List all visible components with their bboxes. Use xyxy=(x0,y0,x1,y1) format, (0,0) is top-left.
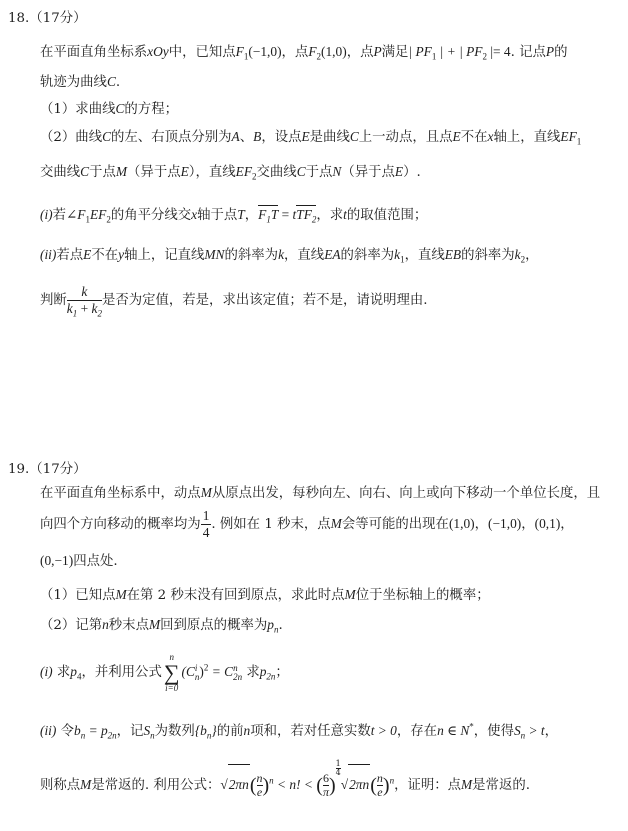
numerator: 1 xyxy=(335,759,341,768)
math: S xyxy=(513,723,521,738)
text: （异于点 xyxy=(127,165,181,180)
text: 向四个方向移动的概率均为 xyxy=(40,517,201,532)
math: | PF xyxy=(408,44,432,59)
math: x xyxy=(191,207,198,222)
paren-close: ) xyxy=(262,774,270,797)
q19-last xyxy=(40,759,530,806)
denominator xyxy=(67,301,102,317)
math-sub: 1 xyxy=(400,254,405,265)
q18-line2 xyxy=(40,73,120,92)
numerator: n xyxy=(256,771,263,785)
text: 项和，若对任意实数 xyxy=(250,724,371,739)
math: E xyxy=(301,129,310,144)
sub-label: (i) xyxy=(40,207,53,222)
math-sub: n xyxy=(206,730,212,741)
math: k xyxy=(394,247,401,262)
math: F xyxy=(308,44,317,59)
text: 若点 xyxy=(56,248,84,263)
q18-sub-ii xyxy=(40,246,539,265)
text: 的斜率为 xyxy=(224,248,279,263)
text: 会等可能的出现在 xyxy=(341,517,449,532)
math: p xyxy=(267,617,274,632)
text: ， xyxy=(244,208,259,223)
text: ，点 xyxy=(281,45,309,60)
text: 的 xyxy=(554,45,568,60)
text: 、 xyxy=(239,130,254,145)
summation xyxy=(164,652,180,694)
math-sup: * xyxy=(469,721,474,732)
math: = xyxy=(278,207,293,222)
q18-header xyxy=(8,10,87,28)
binom-script xyxy=(233,664,242,682)
q18-judge xyxy=(40,283,428,319)
q18-part2-b xyxy=(40,163,421,182)
math: t > 0 xyxy=(370,723,397,738)
math: F xyxy=(77,207,86,222)
math: E xyxy=(180,164,189,179)
text: ，记 xyxy=(116,724,144,739)
text: ， xyxy=(544,724,559,739)
q19-score: （17分） xyxy=(29,462,87,477)
math-sub: n xyxy=(194,671,200,682)
q19-part2 xyxy=(40,616,283,635)
math: B xyxy=(253,129,262,144)
sum-upper: n xyxy=(169,651,174,662)
text: 回到原点的概率为 xyxy=(160,618,268,633)
math: (−1,0) xyxy=(488,516,522,531)
math-sub: n xyxy=(80,730,86,741)
text: 的方程； xyxy=(124,102,178,117)
text: 的前 xyxy=(216,724,244,739)
text: ， xyxy=(525,248,539,263)
math: (1,0) xyxy=(321,44,347,59)
q19-part-ii xyxy=(40,722,558,741)
text: 不在 xyxy=(91,248,119,263)
text: 令 xyxy=(60,724,75,739)
math: F xyxy=(235,44,244,59)
vector-TF2 xyxy=(296,206,316,224)
q18-intro xyxy=(40,43,567,62)
text: 位于坐标轴上的概率； xyxy=(355,588,490,603)
math-sub: 2 xyxy=(252,171,257,182)
math: TF xyxy=(296,207,312,222)
sigma: ∑ xyxy=(163,659,180,685)
math: EB xyxy=(444,247,462,262)
math: } xyxy=(211,723,217,738)
math: p xyxy=(259,664,267,679)
text: ； xyxy=(275,665,289,680)
math-sub: 2 xyxy=(311,214,317,225)
q18-part2-a xyxy=(40,128,581,147)
math-sub: 1 xyxy=(266,214,271,225)
math: N xyxy=(332,164,342,179)
math: P xyxy=(545,44,555,59)
math: C xyxy=(102,129,112,144)
text: （1）已知点 xyxy=(40,588,116,603)
sub-label: (ii) xyxy=(40,247,57,262)
math: S xyxy=(143,723,151,738)
text: ，使得 xyxy=(473,724,514,739)
math-sub: 2n xyxy=(266,671,276,682)
paren-open: ( xyxy=(316,774,323,797)
text: . 记点 xyxy=(510,45,546,60)
text: ，点 xyxy=(346,45,374,60)
text: 在平面直角坐标系 xyxy=(40,45,148,60)
math: EA xyxy=(324,247,341,262)
q19-part1 xyxy=(40,586,490,605)
text: 是常返的. xyxy=(472,778,530,793)
q18-part1 xyxy=(40,100,178,119)
text: （异于点 xyxy=(341,165,395,180)
math-sup: 2 xyxy=(203,662,209,673)
math: M xyxy=(200,485,212,500)
denominator: π xyxy=(322,785,329,799)
math: M xyxy=(115,587,127,602)
text: 的角平分线交 xyxy=(110,208,192,223)
text: 是否为定值，若是，求出该定值；若不是，请说明理由. xyxy=(101,293,428,308)
text: 交曲线 xyxy=(256,165,297,180)
denominator: 4 xyxy=(335,768,341,777)
text: 求 xyxy=(56,665,71,680)
math: n ∈ N xyxy=(437,723,470,738)
numerator: 1 xyxy=(202,508,210,523)
math-sub: 2 xyxy=(106,214,111,225)
q19-header xyxy=(8,461,87,479)
text: . xyxy=(278,618,283,633)
text: ，求 xyxy=(316,208,344,223)
q19-l3 xyxy=(40,552,118,571)
math-sub: n xyxy=(273,624,279,635)
math: k xyxy=(91,301,98,316)
text: ），直线 xyxy=(188,165,236,180)
numerator: 6 xyxy=(322,771,329,785)
math: C xyxy=(106,74,116,89)
text: 轨迹为曲线 xyxy=(40,75,107,90)
math-sub: n xyxy=(150,730,155,741)
sum-lower: i=0 xyxy=(165,682,179,693)
math: MN xyxy=(204,247,225,262)
fraction xyxy=(67,284,102,317)
math: C xyxy=(80,164,90,179)
math: n xyxy=(243,723,251,738)
math: k xyxy=(514,247,521,262)
math: C xyxy=(296,164,306,179)
text: 的取值范围； xyxy=(346,208,428,223)
math-sup: n xyxy=(389,775,395,786)
math: {b xyxy=(194,723,207,738)
math: (−1,0) xyxy=(248,44,282,59)
text: ，证明：点 xyxy=(394,778,462,793)
text: ，设点 xyxy=(261,130,302,145)
q18-sub-i xyxy=(40,206,427,225)
text: 在平面直角坐标系中，动点 xyxy=(40,486,201,501)
fraction-one-quarter xyxy=(201,508,212,541)
paren-open: ( xyxy=(370,774,377,797)
math: M xyxy=(80,777,92,792)
q19-l2 xyxy=(40,508,574,541)
text: ，存在 xyxy=(396,724,438,739)
sub-label: (i) xyxy=(40,664,53,679)
sqrt-body: 2πn xyxy=(228,764,250,805)
math-sub: 1 xyxy=(576,136,582,147)
text: 中，已知点 xyxy=(168,45,236,60)
math: T xyxy=(270,207,279,222)
math: |= 4 xyxy=(486,44,511,59)
math: b xyxy=(74,723,81,738)
math-sub: 2 xyxy=(482,51,487,62)
text: 若∠ xyxy=(52,208,78,223)
text: （2）记第 xyxy=(40,618,103,633)
text: 于点 xyxy=(305,165,333,180)
text: ， xyxy=(474,517,489,532)
math-sup: i xyxy=(194,662,198,673)
text: 的斜率为 xyxy=(461,248,515,263)
text: ，直线 xyxy=(404,248,445,263)
math-sub: 1 xyxy=(243,51,249,62)
math: p xyxy=(70,664,77,679)
math-sub: n xyxy=(520,730,526,741)
sqrt-sign: √ xyxy=(220,777,228,792)
text: 四点处. xyxy=(73,554,118,569)
math-sub: 1 xyxy=(72,308,78,319)
vector-F1T xyxy=(258,206,278,224)
math: E xyxy=(452,129,461,144)
math-sup: n xyxy=(269,775,274,786)
text: 交曲线 xyxy=(40,165,81,180)
math: T xyxy=(237,207,245,222)
math-sub: 2 xyxy=(316,51,322,62)
text: 从原点出发，每秒向左、向右、向上或向下移动一个单位长度，且 xyxy=(211,486,601,501)
math-sub: 2 xyxy=(97,308,102,319)
text: 为数列 xyxy=(154,724,195,739)
numerator xyxy=(67,284,102,301)
math-sup: n xyxy=(233,662,238,673)
text: 轴上，记直线 xyxy=(124,248,205,263)
q18-number: 18. xyxy=(8,11,30,26)
math: E xyxy=(394,164,404,179)
text: ，直线 xyxy=(284,248,325,263)
math: (1,0) xyxy=(448,516,475,531)
math-sub: 4 xyxy=(77,671,82,682)
text: . xyxy=(115,75,121,90)
math: EF xyxy=(89,207,107,222)
text: （2）曲线 xyxy=(40,130,103,145)
math: k xyxy=(66,301,73,316)
numerator: n xyxy=(376,771,383,785)
q19-l1 xyxy=(40,484,600,503)
math-sub: 1 xyxy=(431,51,437,62)
math: P xyxy=(373,44,382,59)
text: 轴于点 xyxy=(197,208,238,223)
math: < n! < xyxy=(273,777,317,792)
math: = C xyxy=(208,664,234,679)
math: M xyxy=(115,164,128,179)
math-sub: 2 xyxy=(520,254,526,265)
text: 秒末点 xyxy=(108,618,149,633)
math: A xyxy=(231,129,240,144)
math-sub: 2n xyxy=(233,671,243,682)
text: ，并利用公式 xyxy=(81,665,162,680)
denominator: e xyxy=(256,785,263,799)
math: C xyxy=(115,101,125,116)
text: 上一动点，且点 xyxy=(358,130,453,145)
text: ， xyxy=(521,517,535,532)
math: = p xyxy=(85,723,108,738)
paren-close: ) xyxy=(382,774,390,797)
math-sub: 1 xyxy=(85,214,90,225)
text: （1）求曲线 xyxy=(40,102,116,117)
paren-close: ) xyxy=(328,774,336,797)
text: 的左、右顶点分别为 xyxy=(111,130,232,145)
math: k xyxy=(278,247,285,262)
math: + xyxy=(77,301,92,316)
sqrt-body: 2πn xyxy=(348,764,370,805)
math: (C xyxy=(181,664,195,679)
denominator: 4 xyxy=(202,525,210,540)
sqrt-sign: √ xyxy=(340,777,349,792)
math: (0,1) xyxy=(534,516,561,531)
math: n xyxy=(102,617,109,632)
text: 轴上，直线 xyxy=(493,130,561,145)
math: t xyxy=(292,207,297,222)
sub-label: (ii) xyxy=(40,723,57,738)
math: EF xyxy=(235,164,253,179)
math: x xyxy=(487,129,494,144)
text: 是曲线 xyxy=(309,130,350,145)
math: k xyxy=(81,284,88,299)
math: M xyxy=(148,617,161,632)
math: C xyxy=(349,129,359,144)
text: . 例如在 1 秒末，点 xyxy=(211,517,331,532)
math-sub: 2n xyxy=(107,730,117,741)
math: E xyxy=(83,247,92,262)
math: > t xyxy=(525,723,545,738)
text: 在第 2 秒末没有回到原点，求此时点 xyxy=(126,588,345,603)
text: 的斜率为 xyxy=(340,248,395,263)
math: M xyxy=(344,587,356,602)
q19-number: 19. xyxy=(8,462,30,477)
math: xOy xyxy=(147,44,169,59)
q19-part-i xyxy=(40,650,289,695)
math: M xyxy=(330,516,342,531)
text: ）. xyxy=(403,165,421,180)
math: M xyxy=(461,777,473,792)
text: 是常返的. 利用公式： xyxy=(91,778,221,793)
math: y xyxy=(118,247,125,262)
math: ) xyxy=(199,664,204,679)
math: (0,−1) xyxy=(40,553,74,568)
text: 则称点 xyxy=(40,778,81,793)
paren-open: ( xyxy=(249,774,257,797)
q18-score: （17分） xyxy=(29,11,87,26)
math: t xyxy=(343,207,347,222)
text: 满足 xyxy=(381,45,409,60)
text: 不在 xyxy=(460,130,488,145)
exponent-quarter xyxy=(336,760,341,777)
math: EF xyxy=(560,129,577,144)
text: 于点 xyxy=(89,165,116,180)
text: 求 xyxy=(246,665,260,680)
denominator: e xyxy=(377,785,383,799)
math: | + | PF xyxy=(436,44,483,59)
text: 判断 xyxy=(40,293,67,308)
math: F xyxy=(258,207,267,222)
text: ， xyxy=(560,517,574,532)
